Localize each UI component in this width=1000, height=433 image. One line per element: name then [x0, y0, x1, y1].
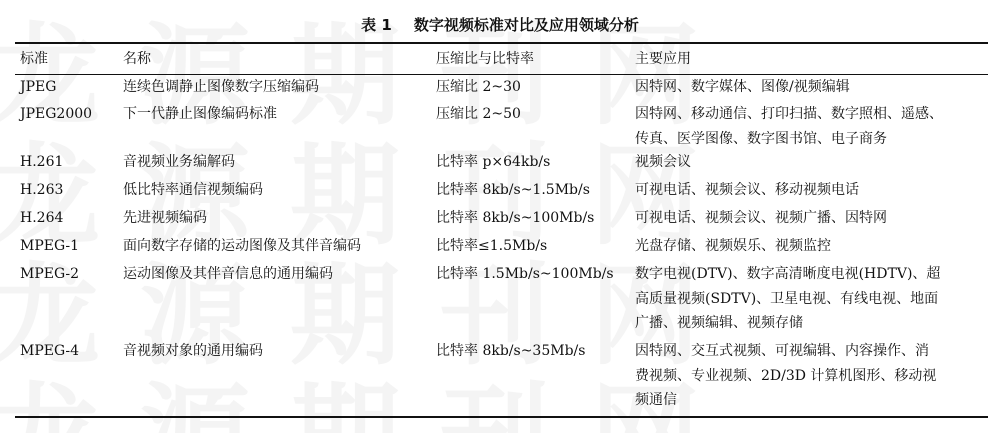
- apps-line: 光盘存储、视频娱乐、视频监控: [635, 238, 831, 254]
- apps-line: 费视频、专业视频、2D/3D 计算机图形、移动视: [635, 367, 937, 384]
- watermark-text: [0, 348, 740, 433]
- cell-rate: 比特率 1.5Mb/s~100Mb/s: [436, 266, 614, 282]
- cell-name: 面向数字存储的运动图像及其伴音编码: [123, 238, 361, 254]
- watermark-text: [0, 228, 740, 386]
- cell-rate: 比特率≤1.5Mb/s: [436, 238, 548, 254]
- header-rate: 压缩比与比特率: [436, 51, 534, 67]
- cell-apps: [635, 178, 985, 203]
- cell-rate: 压缩比 2~30: [436, 79, 521, 95]
- cell-name: 连续色调静止图像数字压缩编码: [123, 79, 319, 95]
- cell-standard: JPEG: [20, 79, 57, 95]
- header-name: 名称: [123, 51, 151, 67]
- cell-standard: JPEG2000: [20, 106, 93, 122]
- cell-rate: 比特率 8kb/s~35Mb/s: [436, 343, 586, 359]
- cell-apps: [635, 262, 985, 336]
- header-standard: 标准: [20, 51, 48, 67]
- cell-rate: 压缩比 2~50: [436, 106, 521, 122]
- cell-apps: [635, 206, 985, 231]
- table-caption: [0, 14, 1000, 35]
- apps-line: 数字电视(DTV)、数字高清晰度电视(HDTV)、超: [635, 266, 941, 282]
- cell-name: 运动图像及其伴音信息的通用编码: [123, 266, 333, 282]
- bottom-rule: [15, 416, 988, 418]
- cell-rate: 比特率 8kb/s~1.5Mb/s: [436, 182, 590, 198]
- cell-name: 音视频对象的通用编码: [123, 343, 263, 359]
- cell-standard: H.263: [20, 182, 64, 198]
- cell-rate: 比特率 p×64kb/s: [436, 154, 551, 170]
- watermark-text: [0, 108, 740, 266]
- apps-line: 广播、视频编辑、视频存储: [635, 315, 803, 331]
- caption-label: 表 1: [361, 16, 392, 34]
- cell-apps: [635, 234, 985, 259]
- apps-line: 传真、医学图像、数字图书馆、电子商务: [635, 130, 887, 147]
- cell-standard: H.261: [20, 154, 64, 170]
- cell-apps: [635, 102, 985, 151]
- apps-line: 因特网、数字媒体、图像/视频编辑: [635, 79, 850, 95]
- cell-apps: [635, 75, 985, 100]
- cell-rate: 比特率 8kb/s~100Mb/s: [436, 210, 595, 226]
- cell-name: 音视频业务编解码: [123, 154, 235, 170]
- cell-name: 低比特率通信视频编码: [123, 182, 263, 198]
- apps-line: 因特网、交互式视频、可视编辑、内容操作、消: [635, 343, 929, 359]
- cell-standard: H.264: [20, 210, 64, 226]
- cell-standard: MPEG-1: [20, 238, 80, 254]
- apps-line: 高质量视频(SDTV)、卫星电视、有线电视、地面: [635, 290, 939, 307]
- cell-name: 下一代静止图像编码标准: [123, 106, 277, 122]
- cell-standard: MPEG-2: [20, 266, 80, 282]
- caption-title: 数字视频标准对比及应用领域分析: [413, 16, 639, 34]
- apps-line: 可视电话、视频会议、移动视频电话: [635, 182, 859, 198]
- cell-apps: [635, 339, 985, 413]
- top-rule: [15, 42, 988, 44]
- apps-line: 因特网、移动通信、打印扫描、数字照相、遥感、: [635, 106, 943, 122]
- cell-apps: [635, 150, 985, 175]
- header-apps: 主要应用: [635, 51, 691, 67]
- cell-standard: MPEG-4: [20, 343, 80, 359]
- apps-line: 可视电话、视频会议、视频广播、因特网: [635, 210, 887, 226]
- apps-line: 频通信: [635, 392, 677, 408]
- cell-name: 先进视频编码: [123, 210, 207, 226]
- apps-line: 视频会议: [635, 154, 691, 170]
